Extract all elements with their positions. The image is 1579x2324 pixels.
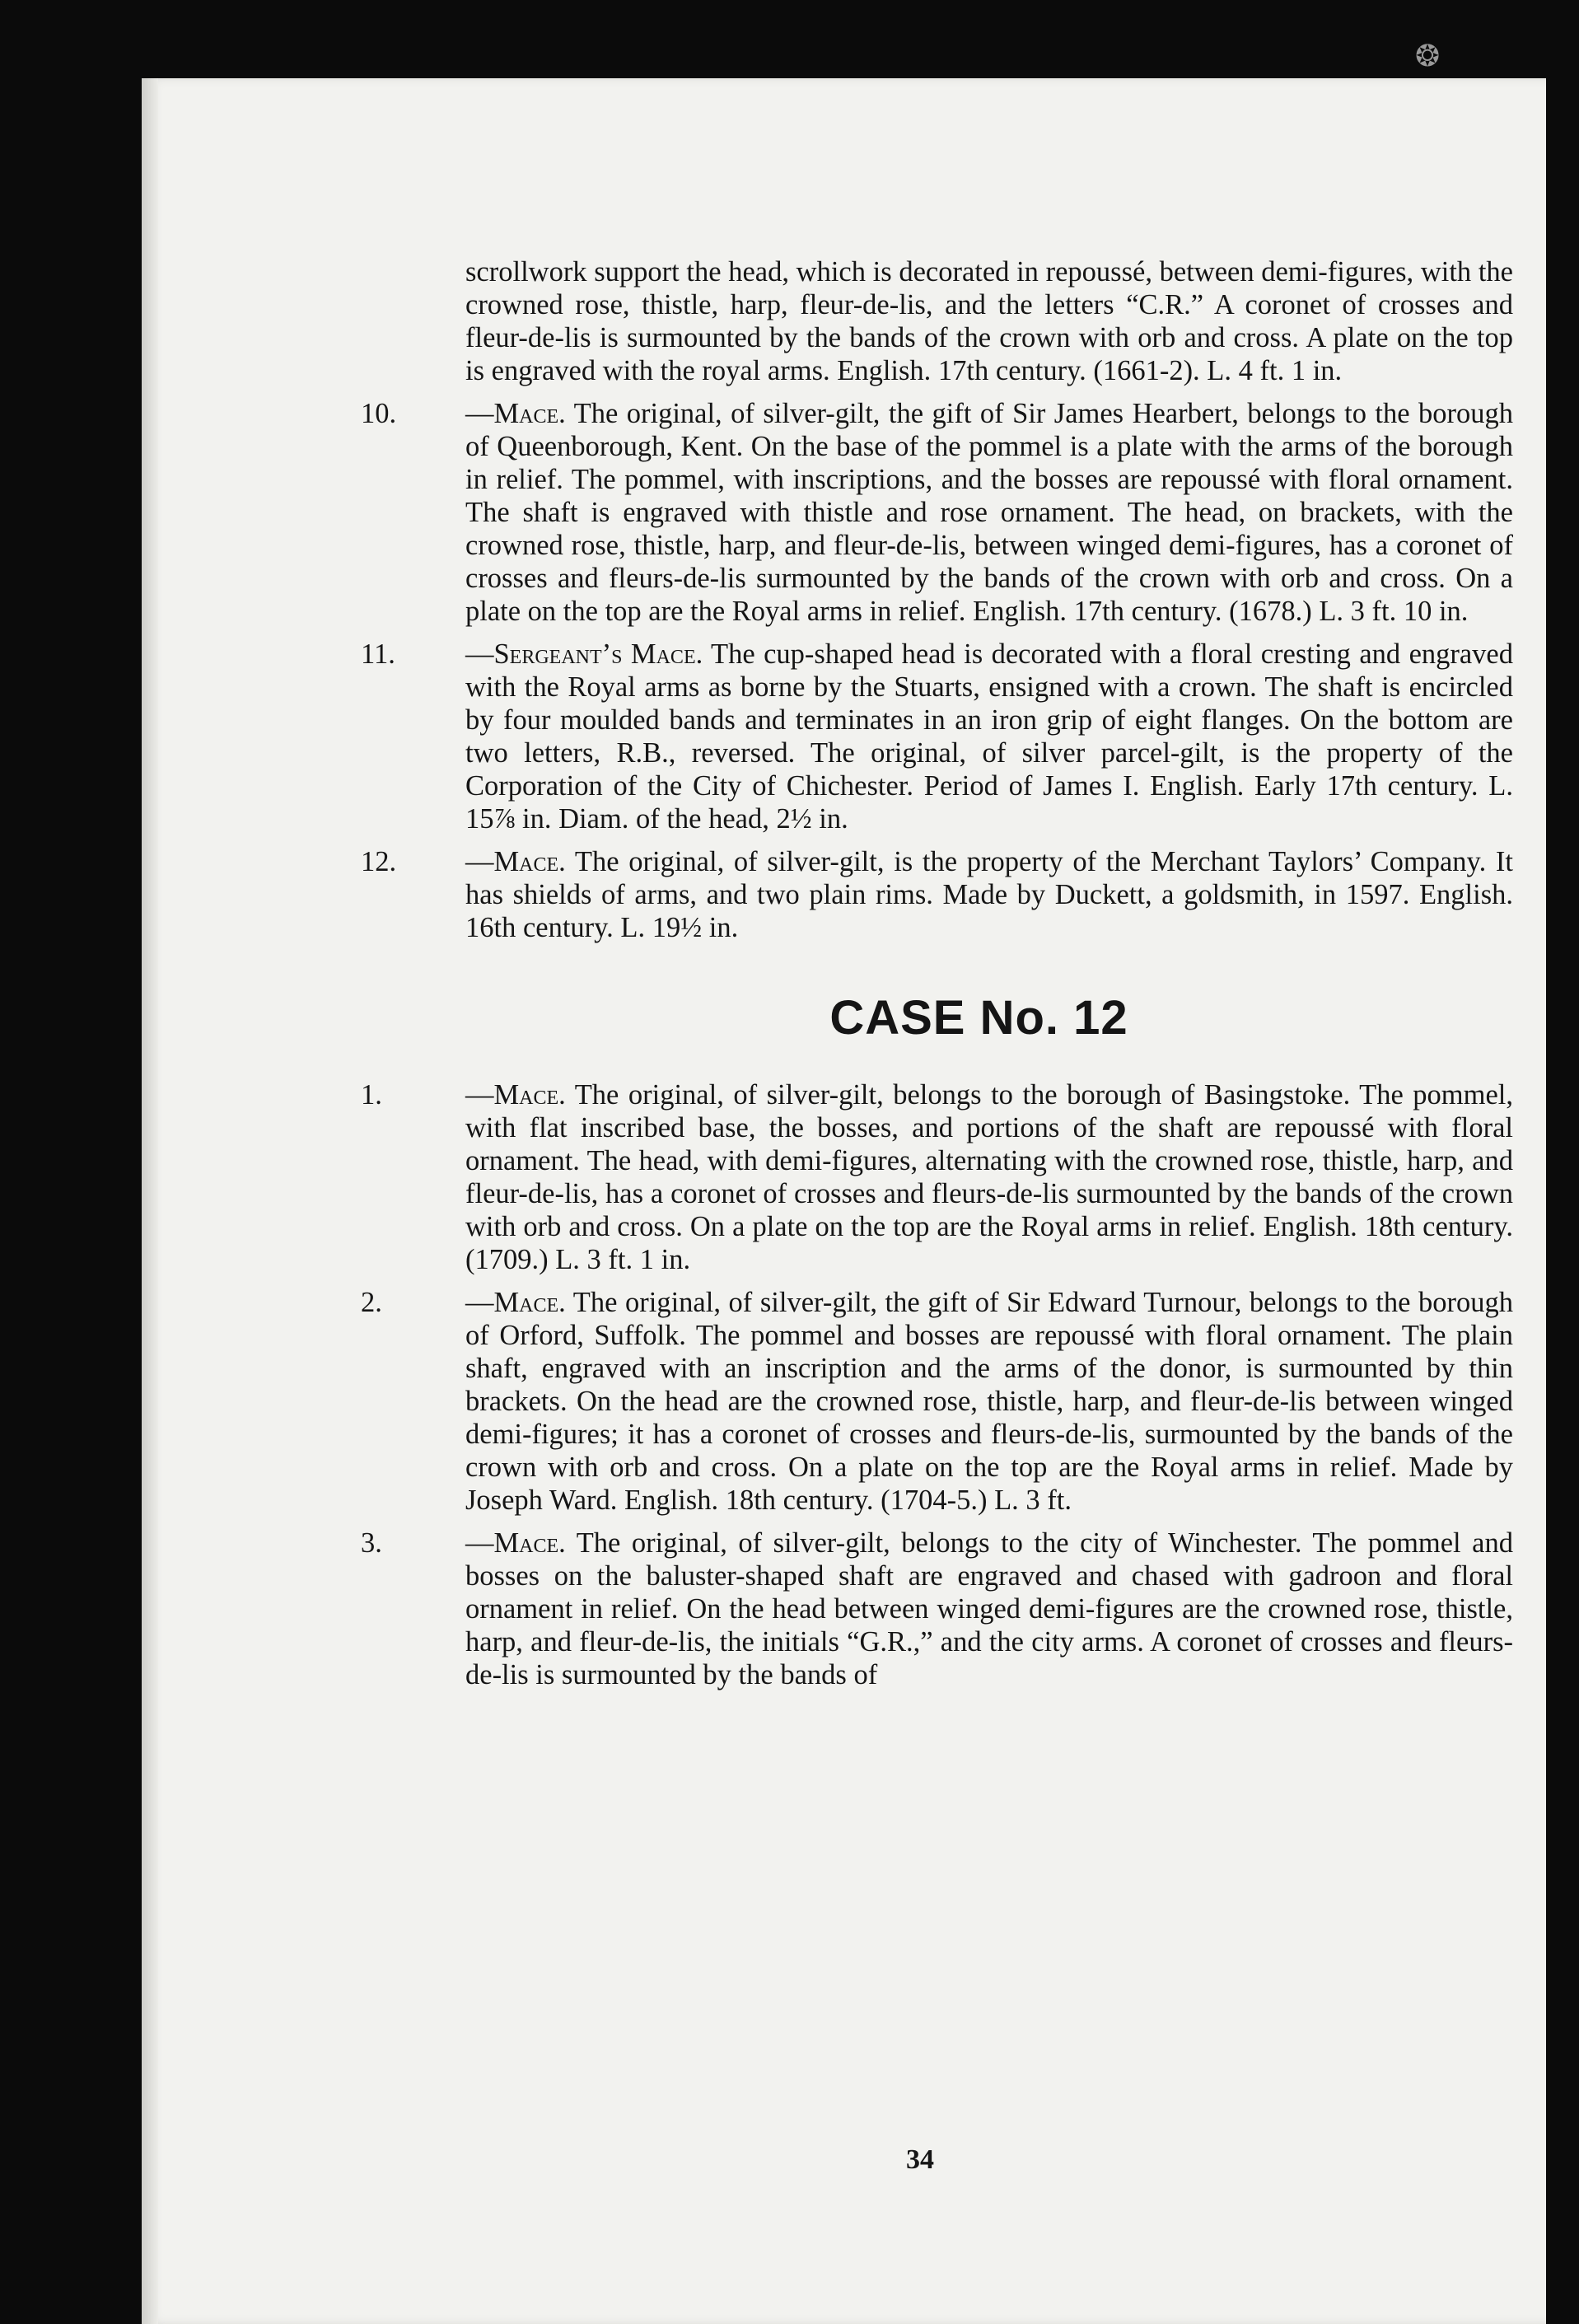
page-content xyxy=(321,255,1513,1701)
entry-number: 1. xyxy=(361,1079,382,1111)
entries-before-case xyxy=(321,397,1513,944)
entry-title: Sergeant’s Mace. xyxy=(493,638,703,670)
entry-number: 10. xyxy=(361,398,397,429)
continuation-paragraph: scrollwork support the head, which is decorated in repoussé, between demi-figures, with the crowned rose, thistle, harp, fleur-de-lis, and the letters “C.R.” A coronet of crosses and fleur-de-lis is surmounted by the bands of the crown with orb and cross. A plate on the top is engraved with the royal arms. English. 17th century. (1661-2). L. 4 ft. 1 in. xyxy=(465,256,1513,386)
entry-title: Mace. xyxy=(493,1079,566,1111)
page-number: 34 xyxy=(906,2144,934,2175)
catalogue-entry xyxy=(321,1286,1513,1517)
catalogue-entry xyxy=(321,1078,1513,1276)
entry-dash: — xyxy=(465,846,494,877)
entry-text: The original, of silver-gilt, is the property of the Merchant Taylors’ Company. It has shields of arms, and two plain rims. Made by Duckett, a goldsmith, in 1597. English. 16th century. L. 19½ in. xyxy=(465,846,1513,943)
entry-text: The original, of silver-gilt, belongs to the city of Winchester. The pommel and bosses on the baluster-shaped shaft are engraved and chased with gadroon and floral ornament in relief. On the head between winged demi-figures are the crowned rose, thistle, harp, and fleur-de-lis, the initials “G.R.,” and the city arms. A coronet of crosses and fleurs-de-lis is surmounted by the bands of xyxy=(465,1527,1513,1690)
entry-dash: — xyxy=(465,398,494,429)
case-heading: CASE No. 12 xyxy=(829,991,1128,1045)
entry-title: Mace. xyxy=(493,1287,566,1318)
entry-number: 3. xyxy=(361,1527,382,1559)
page-edge xyxy=(142,78,158,2324)
entry-title: Mace. xyxy=(493,1527,566,1559)
catalogue-entry xyxy=(321,1527,1513,1691)
entry-title: Mace. xyxy=(493,398,566,429)
entry-dash: — xyxy=(465,1079,494,1111)
entry-dash: — xyxy=(465,1527,494,1559)
entry-text: The original, of silver-gilt, belongs to the borough of Basingstoke. The pommel, with flat inscribed base, the bosses, and portions of the shaft are repoussé with floral ornament. The head, with demi-figures, alternating with the crowned rose, thistle, harp, and fleur-de-lis, has a coronet of crosses and fleurs-de-lis surmounted by the bands of the crown with orb and cross. On a plate on the top are the Royal arms in relief. English. 18th century. (1709.) L. 3 ft. 1 in. xyxy=(465,1079,1513,1275)
catalogue-entry xyxy=(321,638,1513,835)
entry-number: 2. xyxy=(361,1287,382,1318)
catalogue-entry xyxy=(321,397,1513,628)
entry-text: The original, of silver-gilt, the gift of Sir James Hearbert, belongs to the borough of Queenborough, Kent. On the base of the pommel is a plate with the arms of the borough in relief. The pommel, with inscriptions, and the bosses are repoussé with floral ornament. The shaft is engraved with thistle and rose ornament. The head, on brackets, with the crowned rose, thistle, harp, and fleur-de-lis, between winged demi-figures, has a coronet of crosses and fleurs-de-lis surmounted by the bands of the crown with orb and cross. On a plate on the top are the Royal arms in relief. English. 17th century. (1678.) L. 3 ft. 10 in. xyxy=(465,398,1513,627)
scan-speck-icon: ❂ xyxy=(1415,40,1441,73)
entry-text: The original, of silver-gilt, the gift of Sir Edward Turnour, belongs to the borough of Orford, Suffolk. The pommel and bosses are repoussé with floral ornament. The plain shaft, engraved with an inscription and the arms of the donor, is surmounted by thin brackets. On the head are the crowned rose, thistle, harp, and fleur-de-lis between winged demi-figures; it has a coronet of crosses and fleurs-de-lis, surmounted by the bands of the crown with orb and cross. On a plate on the top are the Royal arms in relief. Made by Joseph Ward. English. 18th century. (1704-5.) L. 3 ft. xyxy=(465,1287,1513,1516)
entry-text: The cup-shaped head is decorated with a floral cresting and engraved with the Royal arms as borne by the Stuarts, ensigned with a crown. The shaft is encircled by four moulded bands and terminates in an iron grip of eight flanges. On the bottom are two letters, R.B., reversed. The original, of silver parcel-gilt, is the property of the Corporation of the City of Chichester. Period of James I. English. Early 17th century. L. 15⅞ in. Diam. of the head, 2½ in. xyxy=(465,638,1513,835)
entry-number: 12. xyxy=(361,846,397,877)
entry-title: Mace. xyxy=(493,846,566,877)
entry-number: 11. xyxy=(361,638,395,670)
entry-dash: — xyxy=(465,638,494,670)
entries-after-case xyxy=(321,1078,1513,1691)
catalogue-entry xyxy=(321,845,1513,944)
entry-dash: — xyxy=(465,1287,494,1318)
